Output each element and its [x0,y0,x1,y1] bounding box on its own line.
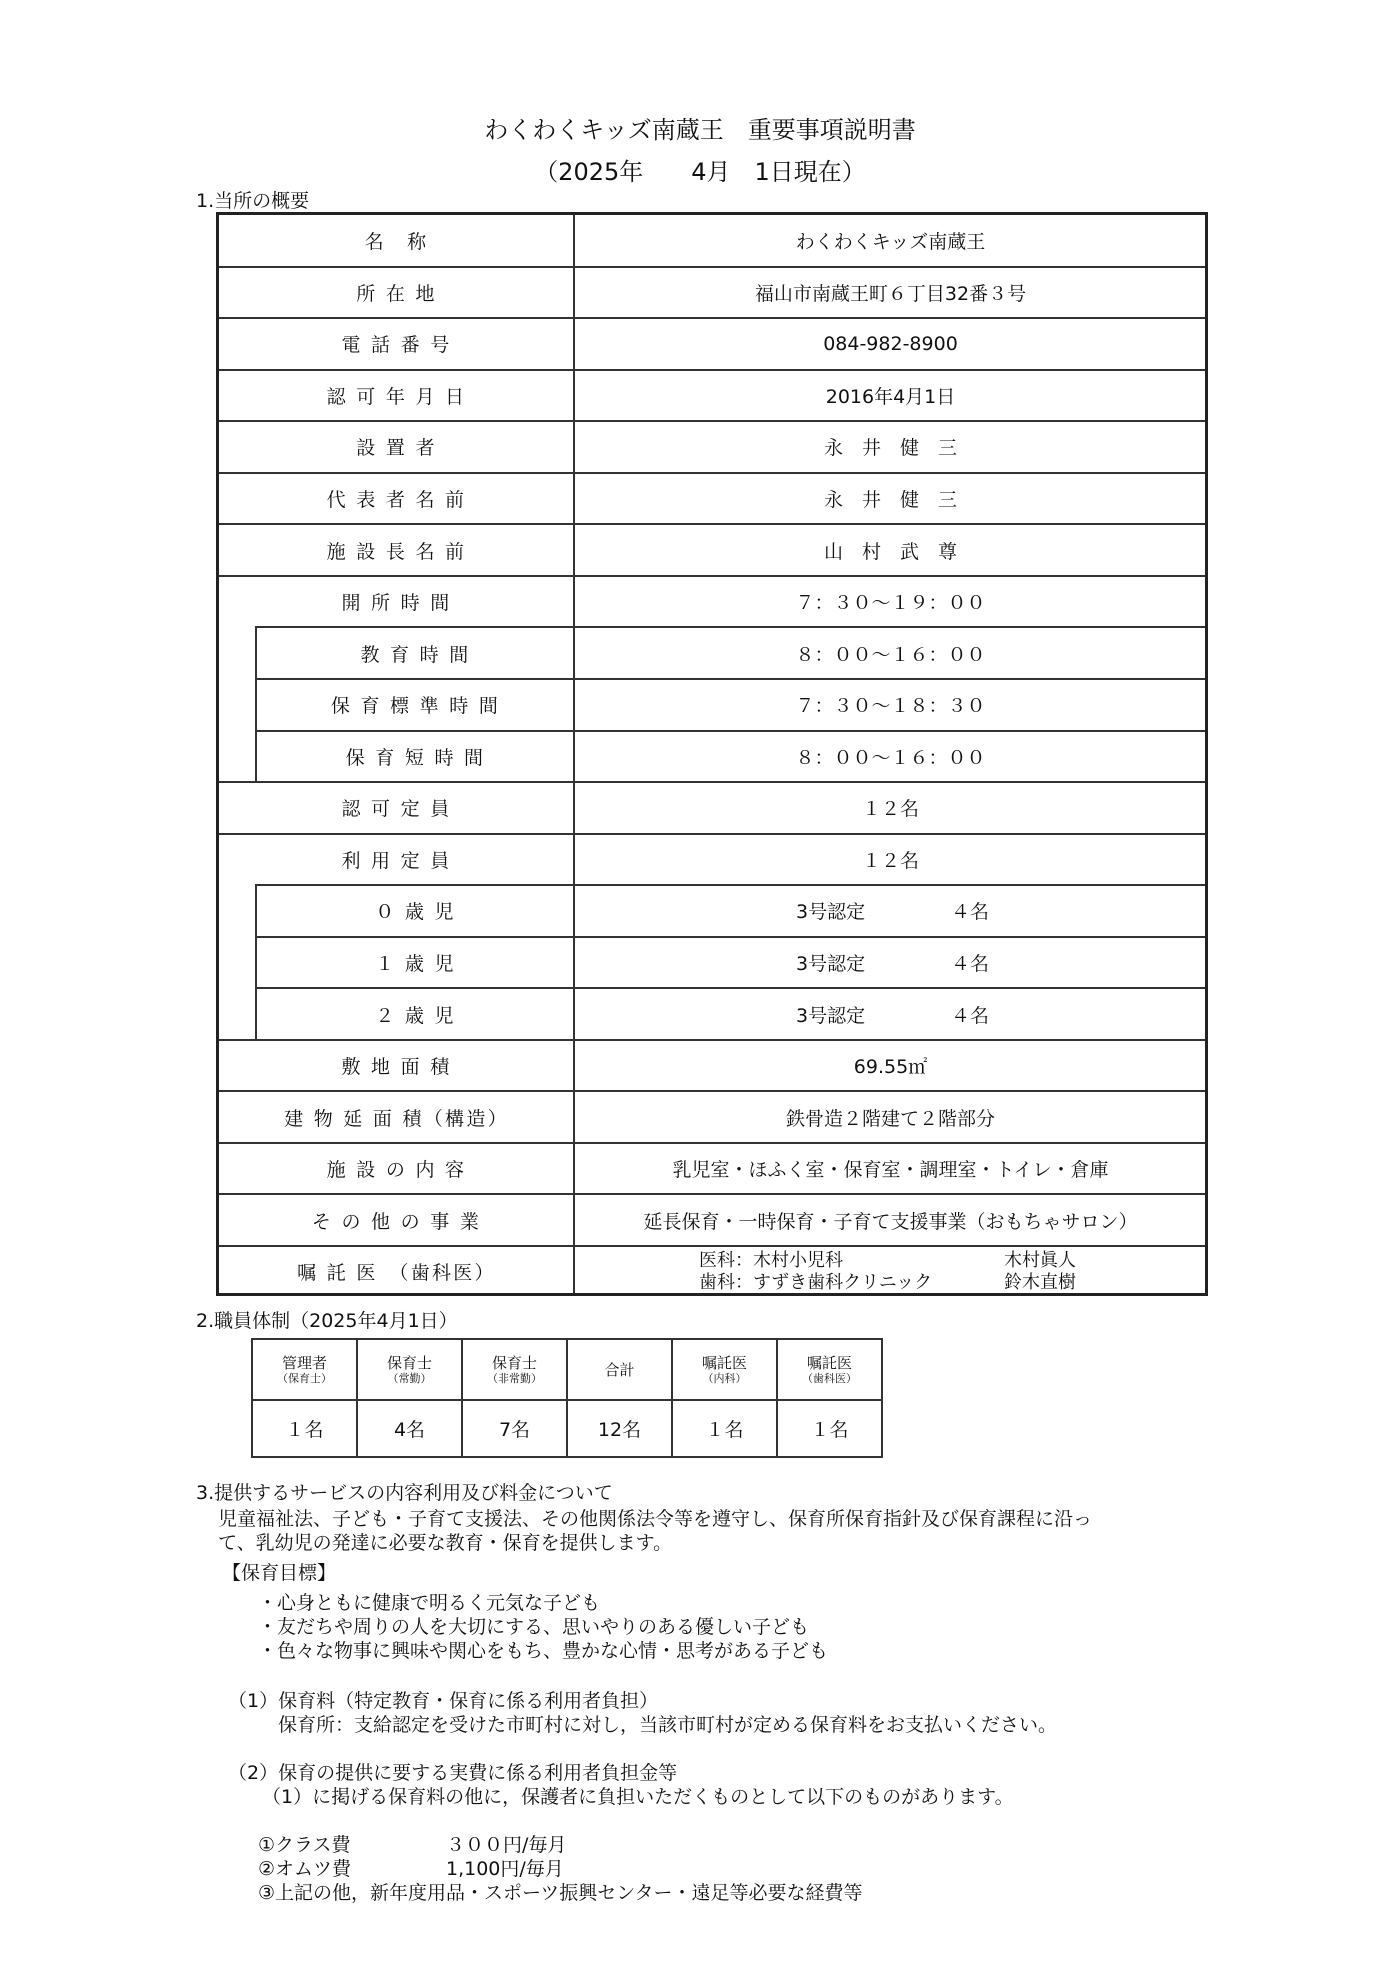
overview-value [576,885,1205,937]
overview-row [219,267,1205,319]
staff-role-detail: （常勤） [387,1371,432,1385]
staff-header-cell [567,1339,672,1400]
doctor-entry [576,1272,1205,1294]
overview-value: 084-982-8900 [823,332,958,355]
overview-row [219,834,1205,886]
staff-count-cell: １名 [252,1400,357,1457]
overview-label: 敷 地 面 積 [341,1056,452,1079]
staff-count-cell: 7名 [462,1400,567,1457]
staff-count-cell: 12名 [567,1400,672,1457]
certification-type: 3号認定 [796,901,866,924]
overview-label: 認 可 年 月 日 [326,385,467,408]
overview-label: そ の 他 の 事 業 [311,1210,482,1233]
staff-role: 嘱託医 [806,1353,852,1372]
doctor-list [576,1246,1205,1298]
document-title: わくわくキッズ南蔵王 重要事項説明書 [484,116,916,144]
overview-label: 嘱 託 医 （歯科医） [297,1262,496,1285]
overview-value: ７：３０～１８：３０ [795,695,986,718]
doctor-dept: 医科：木村小児科 [699,1250,843,1271]
document-date: （2025年 4月 1日現在） [534,158,866,186]
child-count: ４名 [951,952,990,975]
staff-table [251,1338,883,1458]
overview-row [219,679,1205,731]
item1-title: （1）保育料（特定教育・保育に係る利用者負担） [228,1690,659,1712]
overview-value: 鉄骨造２階建て２階部分 [785,1107,995,1130]
overview-value: 山 村 武 尊 [823,540,957,563]
staff-count-cell: １名 [672,1400,777,1457]
overview-label: 名 称 [364,231,429,254]
staff-role: 保育士 [491,1353,537,1372]
staff-role-detail: （保育士） [277,1371,332,1385]
overview-row [219,524,1205,576]
staff-header-row [252,1339,882,1400]
staff-count-cell: 4名 [357,1400,462,1457]
goal-item: ・友だちや周りの人を大切にする、思いやりのある優しい子ども [258,1616,810,1638]
overview-row [219,1091,1205,1143]
doctor-name: 木村眞人 [1004,1250,1076,1271]
overview-label: 代 表 者 名 前 [326,489,467,512]
section3-heading: 3.提供するサービスの内容利用及び料金について [196,1482,613,1504]
overview-label: 所 在 地 [356,282,437,305]
overview-row [219,731,1205,783]
staff-role: 嘱託医 [701,1353,747,1372]
fee-price: ３００円/毎月 [446,1834,567,1856]
overview-label: ０ 歳 児 [375,901,456,924]
item2-text: （1）に掲げる保育料の他に，保護者に負担いただくものとして以下のものがあります。 [262,1786,1014,1808]
staff-header-cell [357,1339,462,1400]
goal-item: ・心身ともに健康で明るく元気な子ども [258,1592,601,1614]
certification-type: 3号認定 [796,952,866,975]
overview-label: 施 設 長 名 前 [326,540,467,563]
overview-row [219,627,1205,679]
item2-title: （2）保育の提供に要する実費に係る利用者負担金等 [228,1762,678,1784]
overview-value: 延長保育・一時保育・子育て支援事業（おもちゃサロン） [643,1210,1138,1233]
staff-role: 管理者 [281,1353,327,1372]
overview-row [219,473,1205,525]
staff-role-detail: （歯科医） [802,1371,857,1385]
overview-label: 建 物 延 面 積（構造） [284,1107,509,1130]
overview-value: 福山市南蔵王町６丁目32番３号 [754,282,1027,305]
overview-row [219,988,1205,1040]
overview-label: 教 育 時 間 [360,643,471,666]
overview-value: １２名 [861,798,919,821]
overview-value: ７：３０～１９：００ [795,592,986,615]
overview-row [219,1040,1205,1092]
overview-label: 設 置 者 [356,437,437,460]
overview-label: 施 設 の 内 容 [326,1159,467,1182]
overview-row [219,782,1205,834]
staff-role: 保育士 [386,1353,432,1372]
fee-name: ②オムツ費 [258,1858,352,1880]
fee-note: ③上記の他，新年度用品・スポーツ振興センター・遠足等必要な経費等 [258,1882,863,1904]
child-count: ４名 [951,1004,990,1027]
overview-label: 電 話 番 号 [341,334,452,357]
staff-role-detail: （内科） [702,1371,747,1385]
staff-count-cell: １名 [777,1400,882,1457]
subgroup-divider [255,885,257,1040]
overview-label: 認 可 定 員 [341,798,452,821]
overview-value [576,937,1205,989]
goal-item: ・色々な物事に興味や関心をもち、豊かな心情・思考がある子ども [258,1640,829,1662]
goals-heading: 【保育目標】 [222,1562,337,1584]
overview-label: ２ 歳 児 [375,1004,456,1027]
staff-header-cell [777,1339,882,1400]
section3-intro-line2: て、乳幼児の発達に必要な教育・保育を提供します。 [218,1532,673,1554]
overview-row [219,215,1205,267]
overview-value: ８：００～１６：００ [795,643,986,666]
staff-header-cell [462,1339,567,1400]
fee-price: 1,100円/毎月 [446,1858,564,1880]
overview-label: 保 育 短 時 間 [345,746,486,769]
overview-value: ８：００～１６：００ [795,746,986,769]
overview-label: 保 育 標 準 時 間 [330,695,501,718]
staff-header-cell [252,1339,357,1400]
overview-value: 2016年4月1日 [825,385,956,408]
section2-heading: 2.職員体制（2025年4月1日） [196,1310,458,1332]
overview-value: 永 井 健 三 [823,437,957,460]
staff-role: 合計 [604,1360,635,1379]
overview-value: わくわくキッズ南蔵王 [795,231,986,254]
overview-row [219,576,1205,628]
overview-row [219,318,1205,370]
overview-row [219,1246,1205,1298]
overview-row [219,421,1205,473]
overview-row [219,885,1205,937]
section3-intro-line1: 児童福祉法、子ども・子育て支援法、その他関係法令等を遵守し、保育所保育指針及び保育課程に沿っ [218,1508,1093,1530]
subgroup-divider [255,627,257,782]
staff-value-row [252,1400,882,1457]
doctor-entry [576,1250,1205,1272]
item1-text: 保育所：支給認定を受けた市町村に対し，当該市町村が定める保育料をお支払いください。 [278,1714,1058,1736]
overview-table [216,212,1208,1296]
overview-label: １ 歳 児 [375,952,456,975]
fee-name: ①クラス費 [258,1834,351,1856]
overview-row [219,1194,1205,1246]
section1-heading: 1.当所の概要 [196,190,310,212]
staff-role-detail: （非常勤） [487,1371,542,1385]
certification-type: 3号認定 [796,1004,866,1027]
overview-value: 永 井 健 三 [823,489,957,512]
child-count: ４名 [951,901,990,924]
doctor-name: 鈴木直樹 [1004,1272,1076,1293]
staff-header-cell [672,1339,777,1400]
overview-value: 乳児室・ほふく室・保育室・調理室・トイレ・倉庫 [672,1159,1109,1182]
overview-value [576,988,1205,1040]
overview-value: 69.55㎡ [853,1056,928,1079]
doctor-dept: 歯科：すずき歯科クリニック [699,1272,933,1293]
overview-label: 利 用 定 員 [341,849,452,872]
overview-row [219,370,1205,422]
overview-row [219,1143,1205,1195]
overview-label: 開 所 時 間 [341,592,452,615]
overview-row [219,937,1205,989]
overview-value: １２名 [861,849,919,872]
